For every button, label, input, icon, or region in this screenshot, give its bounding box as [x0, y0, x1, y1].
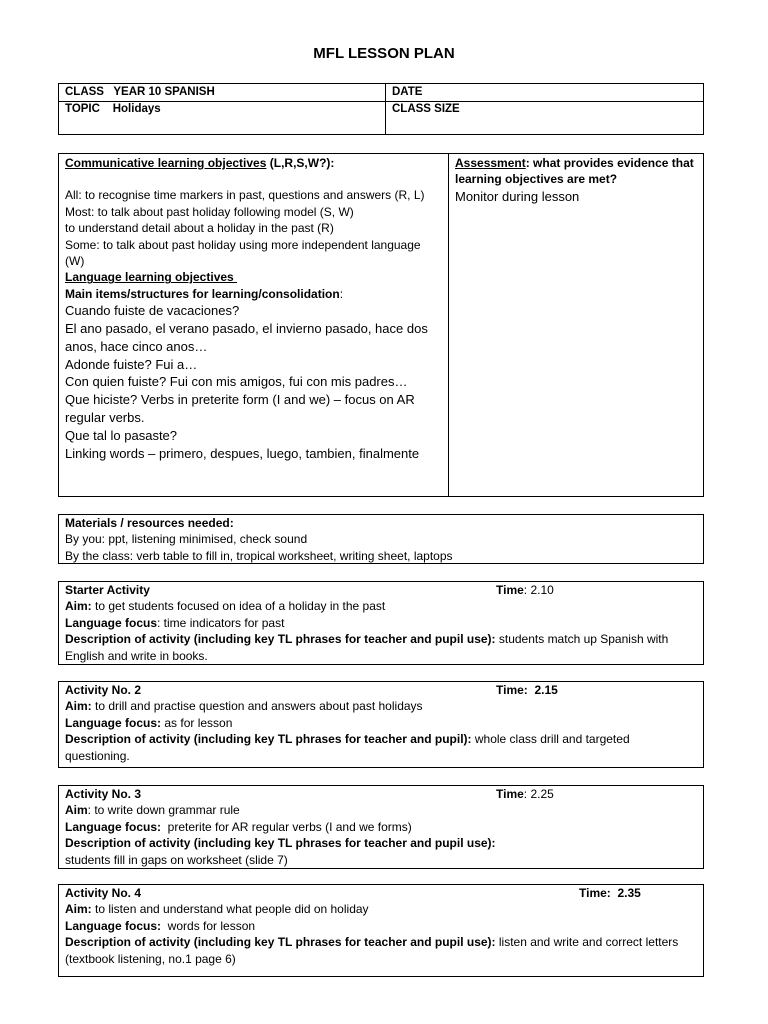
desc-text: whole class drill and targeted questioning. [65, 732, 630, 763]
date-cell [385, 84, 703, 101]
assessment-heading [455, 155, 697, 188]
activity-box-starter [58, 581, 704, 665]
activity-desc-label: Description of activity (including key TL phrases for teacher and pupil use): [65, 836, 496, 851]
topic-cell [59, 101, 397, 134]
class-label: CLASS [65, 86, 104, 98]
assessment-answer: Monitor during lesson [455, 188, 580, 204]
time-label: Time: 2.15 [496, 683, 558, 697]
time-value: : 2.25 [523, 787, 554, 801]
activity-header [65, 786, 697, 802]
activity-name: Activity No. 2 [65, 683, 142, 697]
header-row-2 [59, 101, 703, 134]
focus-text: as for lesson [161, 715, 233, 730]
desc-label: Description of activity (including key TL phrases for teacher and pupil): [65, 732, 472, 747]
aim-label: Aim: [65, 902, 92, 917]
assessment-label: Assessment [455, 156, 526, 170]
activity-description [65, 731, 697, 764]
activity-time [496, 786, 554, 802]
time-value: : 2.10 [523, 583, 554, 597]
activity-description [65, 934, 697, 967]
activity-name: Activity No. 3 [65, 787, 142, 801]
assessment-question: : what provides evidence that learning objectives are met? [455, 156, 694, 187]
aim-label: Aim: [65, 699, 92, 714]
focus-text: words for lesson [161, 918, 256, 933]
materials-by-you: By you: ppt, listening minimised, check sound [65, 532, 308, 547]
lesson-header-table [58, 83, 704, 135]
phrase-item: Linking words – primero, despues, luego, tambien, finalmente [65, 445, 420, 461]
class-size-label: CLASS SIZE [392, 103, 460, 115]
aim-text: to listen and understand what people did on holiday [91, 902, 369, 917]
phrase-item: Adonde fuiste? Fui a… [65, 356, 198, 372]
materials-by-class: By the class: verb table to fill in, tropical worksheet, writing sheet, laptops [65, 548, 453, 563]
focus-label: Language focus: [65, 715, 162, 730]
activity-box-4 [58, 884, 704, 977]
activity-focus [65, 715, 697, 731]
aim-text: to get students focused on idea of a holiday in the past [91, 599, 386, 614]
activity-focus [65, 918, 697, 934]
assessment-cell [449, 154, 703, 496]
class-cell [59, 84, 397, 101]
time-label: Time: 2.35 [579, 886, 641, 900]
objective-most: Most: to talk about past holiday following model (S, W) [65, 204, 354, 219]
phrase-item: Cuando fuiste de vacaciones? [65, 303, 240, 319]
time-label: Time [496, 583, 524, 597]
objective-all: All: to recognise time markers in past, questions and answers (R, L) [65, 188, 425, 203]
activity-aim [65, 598, 697, 614]
desc-label: Description of activity (including key TL phrases for teacher and pupil use): [65, 935, 496, 950]
activity-name: Activity No. 4 [65, 886, 142, 900]
objective-understand: to understand detail about a holiday in the past (R) [65, 221, 334, 236]
language-objectives-heading: Language learning objectives [65, 270, 238, 285]
activity-time [496, 582, 554, 598]
phrase-item: Que tal lo pasaste? [65, 427, 178, 443]
materials-heading: Materials / resources needed: [65, 516, 234, 530]
activity-aim [65, 698, 697, 714]
activity-header [65, 682, 697, 698]
focus-label: Language focus [65, 615, 158, 630]
comm-objectives-heading [65, 155, 442, 171]
class-size-cell [385, 101, 703, 134]
comm-heading-text: Communicative learning objectives [65, 156, 267, 170]
activity-description [65, 631, 697, 664]
page-title: MFL LESSON PLAN [313, 45, 455, 62]
aim-label: Aim: [65, 599, 92, 614]
phrase-item: Con quien fuiste? Fui con mis amigos, fui con mis padres… [65, 374, 408, 390]
objectives-cell [59, 154, 449, 496]
activity-box-3 [58, 785, 704, 869]
aim-label: Aim [65, 803, 88, 818]
phrase-item: El ano pasado, el verano pasado, el invierno pasado, hace dos anos, hace cinco anos… [65, 321, 428, 354]
desc-label: Description of activity (including key TL phrases for teacher and pupil use): [65, 632, 496, 647]
activity-name: Starter Activity [65, 583, 150, 597]
activity-desc-text: students fill in gaps on worksheet (slide 7) [65, 852, 288, 867]
objective-some: Some: to talk about past holiday using more independent language (W) [65, 237, 421, 269]
comm-heading-suffix: (L,R,S,W?): [266, 156, 335, 170]
activity-aim [65, 802, 697, 818]
main-items-colon: : [339, 286, 344, 301]
focus-text: : time indicators for past [157, 615, 285, 630]
activity-header [65, 885, 697, 901]
phrase-item: Que hiciste? Verbs in preterite form (I and we) – focus on AR regular verbs. [65, 392, 415, 426]
main-items-label: Main items/structures for learning/consolidation [65, 286, 340, 301]
aim-text: : to write down grammar rule [87, 803, 240, 818]
desc-text: listen and write and correct letters (textbook listening, no.1 page 6) [65, 935, 679, 966]
activity-time [579, 885, 641, 901]
aim-text: to drill and practise question and answers about past holidays [91, 699, 423, 714]
time-label: Time [496, 787, 524, 801]
focus-label: Language focus: [65, 819, 162, 834]
activity-focus [65, 615, 697, 631]
topic-value: Holidays [112, 103, 161, 115]
activity-box-2 [58, 681, 704, 768]
focus-text: preterite for AR regular verbs (I and we forms) [161, 819, 412, 834]
topic-label: TOPIC [65, 103, 100, 115]
objectives-table [58, 153, 704, 497]
activity-focus [65, 819, 697, 835]
desc-text: students match up Spanish with English and write in books. [65, 632, 669, 663]
main-items-heading [65, 286, 442, 302]
activity-time [496, 682, 558, 698]
header-row-1 [59, 84, 703, 102]
activity-header [65, 582, 697, 598]
date-label: DATE [392, 86, 423, 98]
focus-label: Language focus: [65, 918, 162, 933]
activity-aim [65, 901, 697, 917]
class-value: YEAR 10 SPANISH [113, 86, 215, 98]
materials-box [58, 514, 704, 564]
